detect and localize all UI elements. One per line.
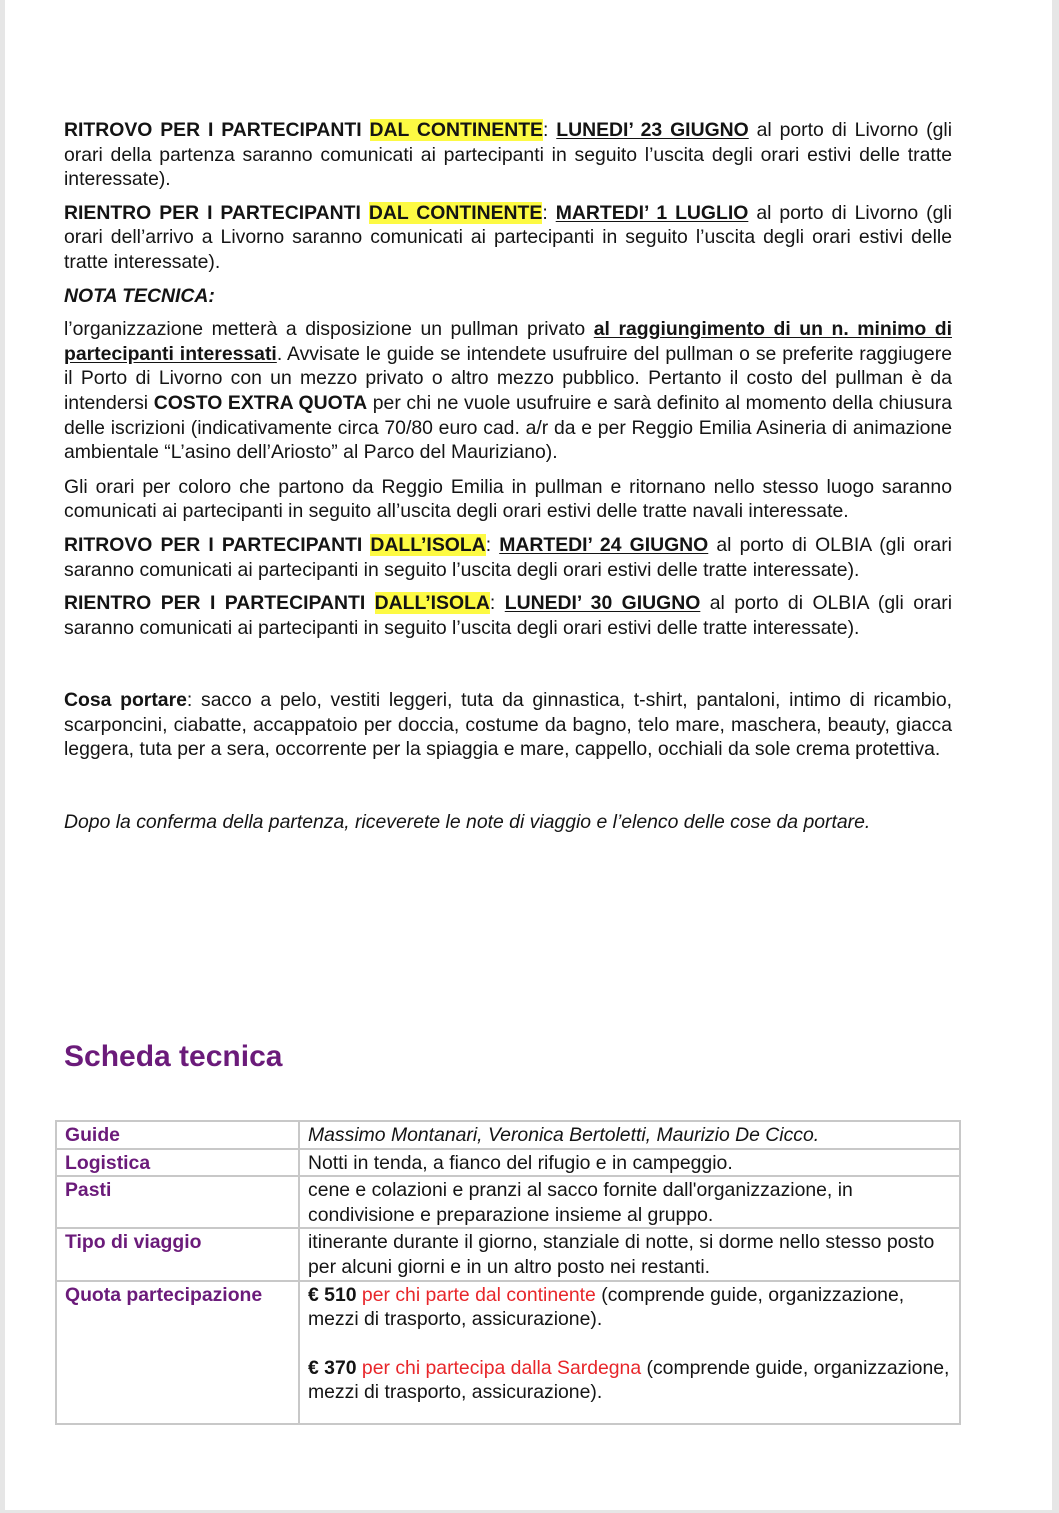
- quota-sardegna: [308, 1356, 951, 1405]
- cosa-label: Cosa portare: [64, 689, 187, 712]
- dopo-conferma: Dopo la conferma della partenza, riceverete le note di viaggio e l’elenco delle cose da portare.: [64, 811, 871, 834]
- row-value: Massimo Montanari, Veronica Bertoletti, Maurizio De Cicco.: [299, 1121, 960, 1149]
- nota-extra-quota: COSTO EXTRA QUOTA: [153, 391, 368, 414]
- row-value: Notti in tenda, a fianco del rifugio e in campeggio.: [299, 1149, 960, 1177]
- label: RITROVO PER I PARTECIPANTI: [64, 119, 362, 141]
- label: RIENTRO PER I PARTECIPANTI: [64, 592, 366, 615]
- table-row: [56, 1176, 960, 1228]
- scheda-tecnica-title: Scheda tecnica: [64, 1040, 283, 1073]
- date: LUNEDI’ 30 GIUGNO: [504, 592, 701, 615]
- details: al porto di Livorno (gli orari dell’arrivo a Livorno saranno comunicati ai partecipanti in seguito l’uscita degli orari estivi delle tratte interessate).: [64, 201, 953, 273]
- details: al porto di OLBIA (gli orari saranno comunicati ai partecipanti in seguito l’uscita degli orari estivi delle tratte interessate).: [64, 533, 952, 581]
- table-row: [56, 1228, 960, 1280]
- ritrovo-continente: [64, 118, 952, 192]
- table-row: [56, 1121, 960, 1149]
- nota-tecnica-body: [64, 317, 952, 465]
- table-row: [56, 1149, 960, 1177]
- nota-text-3: per chi ne vuole usufruire e sarà definito al momento della chiusura delle iscrizioni (indicativamente circa 70/80 euro cad. a/r da e per Reggio Emilia Asineria di animazione ambientale “L’asino dell’Ariosto” al Parco del Mauriziano).: [64, 391, 952, 464]
- row-label: Logistica: [56, 1149, 299, 1177]
- table-row: [56, 1281, 960, 1424]
- row-value: [299, 1281, 960, 1424]
- nota-tecnica-heading: NOTA TECNICA:: [64, 284, 215, 307]
- row-label: Pasti: [56, 1176, 299, 1228]
- nota-condition: al raggiungimento di un n. minimo di partecipanti interessati: [64, 318, 952, 365]
- price-who: per chi parte dal continente: [361, 1283, 596, 1306]
- label: RIENTRO PER I PARTECIPANTI: [64, 201, 361, 224]
- cosa-portare: [64, 688, 952, 762]
- cosa-text: : sacco a pelo, vestiti leggeri, tuta da ginnastica, t-shirt, pantaloni, intimo di ricambio, scarponcini, ciabatte, accappatoio per doccia, costume da bagno, telo mare, maschera, beauty, giacca leggera, tuta per a sera, occorrente per la spiaggia e mare, cappello, occhiali da sole crema protettiva.: [64, 689, 952, 761]
- row-label: Guide: [56, 1121, 299, 1149]
- colon: :: [542, 119, 549, 141]
- price: € 370: [308, 1356, 357, 1379]
- row-label: Tipo di viaggio: [56, 1228, 299, 1280]
- colon: :: [485, 533, 492, 556]
- rientro-isola: [64, 591, 952, 640]
- row-label: Quota partecipazione: [56, 1281, 299, 1424]
- highlight: DALL’ISOLA: [370, 533, 486, 556]
- price-includes: (comprende guide, organizzazione, mezzi di trasporto, assicurazione).: [308, 1283, 905, 1331]
- spacer: [308, 1332, 951, 1356]
- document-body: [64, 118, 952, 835]
- price-includes: (comprende guide, organizzazione, mezzi di trasporto, assicurazione).: [308, 1356, 950, 1404]
- date: MARTEDI’ 1 LUGLIO: [555, 201, 749, 224]
- colon: :: [489, 592, 496, 615]
- orari-paragraph: Gli orari per coloro che partono da Reggio Emilia in pullman e ritornano nello stesso luogo saranno comunicati ai partecipanti in seguito all’uscita degli orari estivi delle tratte navali interessate.: [64, 475, 952, 523]
- rientro-continente: [64, 201, 952, 275]
- date: LUNEDI’ 23 GIUGNO: [556, 119, 749, 141]
- colon: :: [542, 201, 548, 224]
- ritrovo-isola: [64, 533, 952, 582]
- row-value: cene e colazioni e pranzi al sacco fornite dall'organizzazione, in condivisione e preparazione insieme al gruppo.: [299, 1176, 960, 1228]
- nota-text-2: . Avvisate le guide se intendete usufruire del pullman o se preferite raggiugere il Porto di Livorno con un mezzo privato o altro mezzo pubblico. Pertanto il costo del pullman è da intendersi: [64, 342, 952, 414]
- highlight: DAL CONTINENTE: [369, 119, 543, 141]
- details: al porto di Livorno (gli orari della partenza saranno comunicati ai partecipanti in seguito l’uscita degli orari estivi delle tratte interessate).: [64, 119, 953, 191]
- date: MARTEDI’ 24 GIUGNO: [499, 533, 709, 556]
- price-who: per chi partecipa dalla Sardegna: [361, 1356, 642, 1379]
- details: al porto di OLBIA (gli orari saranno comunicati ai partecipanti in seguito l’uscita degli orari estivi delle tratte interessate).: [64, 592, 953, 639]
- quota-continente: [308, 1283, 951, 1332]
- price: € 510: [308, 1283, 357, 1306]
- scheda-tecnica-table: [55, 1120, 961, 1425]
- highlight: DAL CONTINENTE: [368, 201, 543, 224]
- row-value: itinerante durante il giorno, stanziale di notte, si dorme nello stesso posto per alcuni giorni e in un altro posto nei restanti.: [299, 1228, 960, 1280]
- nota-text-1: l’organizzazione metterà a disposizione un pullman privato: [64, 318, 586, 341]
- label: RITROVO PER I PARTECIPANTI: [64, 533, 363, 556]
- highlight: DALL’ISOLA: [374, 592, 490, 615]
